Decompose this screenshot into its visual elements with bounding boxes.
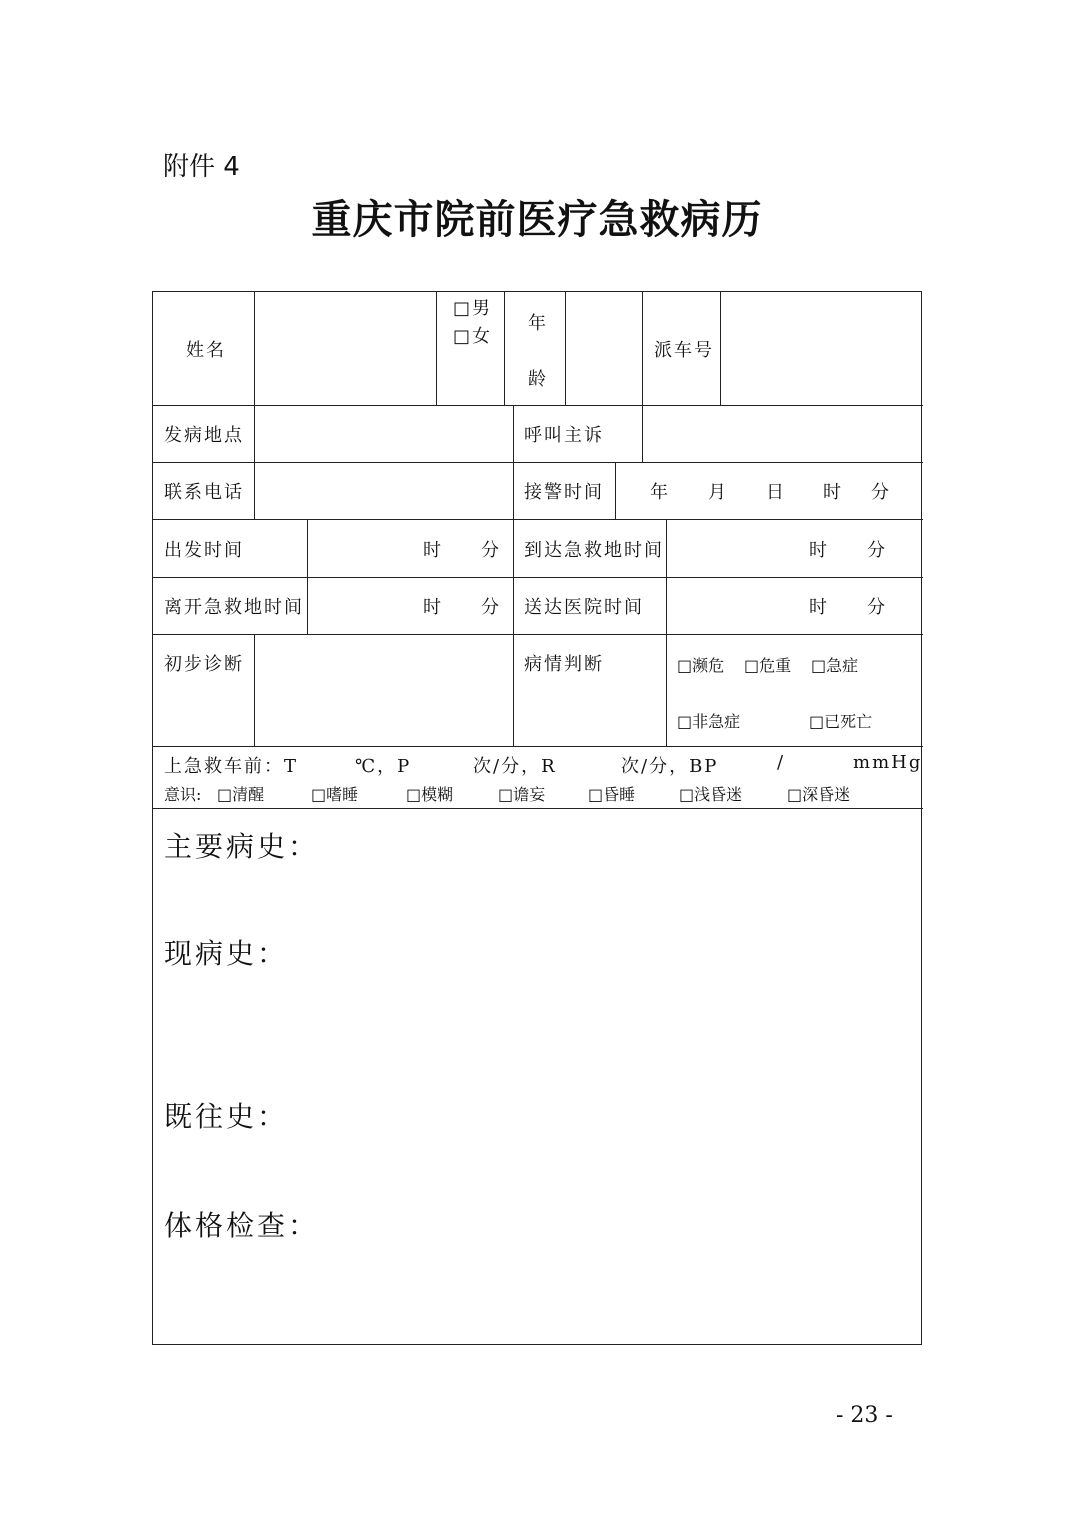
- row-divider: [153, 405, 923, 406]
- row-divider: [153, 634, 923, 635]
- bp-slash: /: [777, 752, 786, 773]
- onset-location-label: 发病地点: [164, 425, 244, 446]
- consciousness-label: 意识:: [164, 785, 202, 804]
- attachment-label: 附件 4: [163, 152, 240, 182]
- unit-hour: 时: [809, 597, 829, 618]
- row-divider: [153, 577, 923, 578]
- physical-exam-heading: 体格检查：: [164, 1209, 320, 1242]
- arrival-hospital-time-label: 送达医院时间: [524, 597, 644, 618]
- unit-minute: 分: [867, 597, 887, 618]
- consciousness-confused-checkbox[interactable]: □模糊: [406, 785, 454, 804]
- resp-unit: 次/分，BP: [621, 756, 719, 777]
- col-divider: [513, 634, 514, 746]
- call-complaint-label: 呼叫主诉: [524, 425, 604, 446]
- unit-month: 月: [708, 482, 728, 503]
- age-label-top: 年: [528, 313, 548, 334]
- unit-year: 年: [650, 482, 670, 503]
- col-divider: [720, 292, 721, 405]
- row-divider: [153, 519, 923, 520]
- unit-minute: 分: [867, 540, 887, 561]
- emergency-record-form: [152, 291, 922, 1345]
- name-label: 姓名: [186, 340, 226, 361]
- condition-deceased-checkbox[interactable]: □已死亡: [809, 712, 873, 731]
- consciousness-alert-checkbox[interactable]: □清醒: [217, 785, 265, 804]
- condition-critical-imminent-checkbox[interactable]: □濒危: [677, 656, 725, 675]
- pulse-unit: 次/分，R: [473, 756, 557, 777]
- col-divider: [254, 634, 255, 746]
- vehicle-number-label: 派车号: [654, 340, 714, 361]
- col-divider: [436, 292, 437, 405]
- col-divider: [513, 405, 514, 634]
- unit-hour: 时: [423, 597, 443, 618]
- col-divider: [642, 292, 643, 405]
- condition-non-acute-checkbox[interactable]: □非急症: [677, 712, 741, 731]
- consciousness-stupor-checkbox[interactable]: □昏睡: [588, 785, 636, 804]
- alarm-time-label: 接警时间: [524, 482, 604, 503]
- main-history-heading: 主要病史：: [164, 830, 320, 863]
- celsius-unit: ℃，P: [355, 756, 412, 777]
- mmhg-unit: mmHg: [853, 752, 923, 773]
- departure-time-label: 出发时间: [164, 540, 244, 561]
- col-divider: [666, 519, 667, 746]
- condition-judgment-label: 病情判断: [524, 654, 604, 675]
- male-checkbox[interactable]: □男: [453, 298, 493, 319]
- consciousness-drowsy-checkbox[interactable]: □嗜睡: [311, 785, 359, 804]
- consciousness-light-coma-checkbox[interactable]: □浅昏迷: [679, 785, 743, 804]
- col-divider: [307, 519, 308, 634]
- row-divider: [153, 746, 923, 747]
- col-divider: [565, 292, 566, 405]
- unit-minute: 分: [481, 597, 501, 618]
- unit-day: 日: [766, 482, 786, 503]
- unit-minute: 分: [871, 482, 891, 503]
- present-illness-heading: 现病史：: [164, 937, 289, 970]
- row-divider: [153, 808, 923, 809]
- page-number: - 23 -: [836, 1403, 893, 1428]
- past-history-heading: 既往史：: [164, 1100, 289, 1133]
- condition-critical-checkbox[interactable]: □危重: [744, 656, 792, 675]
- arrival-scene-time-label: 到达急救地时间: [524, 540, 664, 561]
- age-label-bottom: 龄: [528, 369, 548, 390]
- row-divider: [153, 462, 923, 463]
- col-divider: [504, 292, 505, 405]
- unit-hour: 时: [423, 540, 443, 561]
- leave-scene-time-label: 离开急救地时间: [164, 597, 304, 618]
- consciousness-deep-coma-checkbox[interactable]: □深昏迷: [787, 785, 851, 804]
- unit-hour: 时: [823, 482, 843, 503]
- col-divider: [642, 405, 643, 462]
- col-divider: [615, 462, 616, 519]
- consciousness-delirium-checkbox[interactable]: □谵妄: [498, 785, 546, 804]
- unit-hour: 时: [809, 540, 829, 561]
- prelim-diagnosis-label: 初步诊断: [164, 654, 244, 675]
- col-divider: [254, 292, 255, 405]
- female-checkbox[interactable]: □女: [453, 326, 493, 347]
- col-divider: [254, 405, 255, 519]
- unit-minute: 分: [481, 540, 501, 561]
- vitals-label: 上急救车前：T: [164, 756, 299, 777]
- condition-acute-checkbox[interactable]: □急症: [811, 656, 859, 675]
- page-title: 重庆市院前医疗急救病历: [311, 196, 763, 243]
- contact-phone-label: 联系电话: [164, 482, 244, 503]
